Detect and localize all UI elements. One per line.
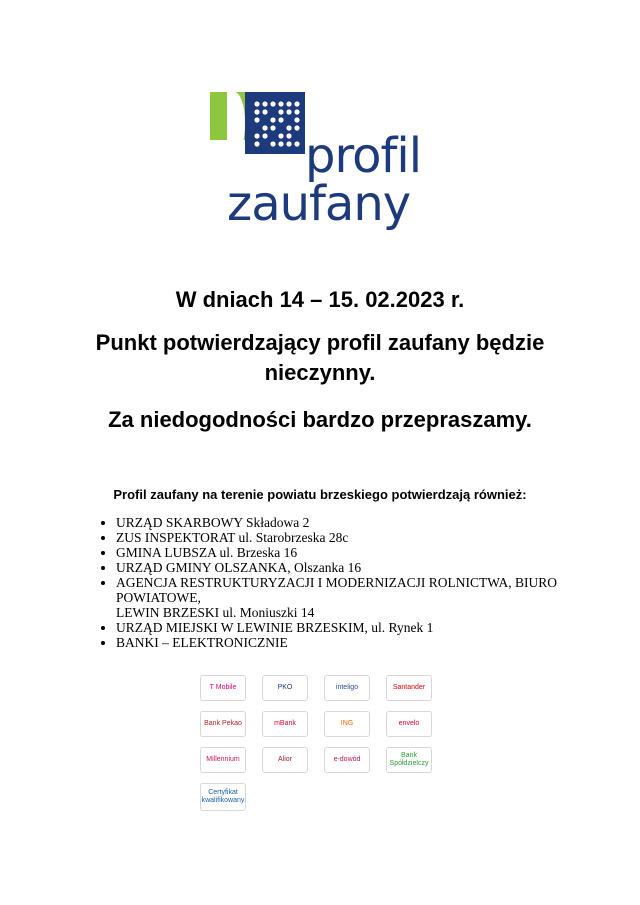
bank-logo-label: envelo: [398, 720, 420, 727]
bank-logos-grid: [200, 675, 450, 815]
profil-zaufany-logo: [205, 80, 445, 250]
bank-logo-label: mBank: [274, 720, 296, 727]
logo-word-zaufany: zaufany: [227, 176, 411, 232]
bank-logo-label: Bank Spółdzielczy: [389, 752, 429, 767]
bank-logo-label: inteligo: [335, 684, 359, 691]
list-item: • AGENCJA RESTRUKTURYZACJI I MODERNIZACJI ROLNICTWA, BIURO POWIATOWE, LEWIN BRZESKI ul. Moniuszki 14: [116, 575, 586, 620]
closure-notice-heading: Punkt potwierdzający profil zaufany będzie nieczynny.: [95, 330, 545, 385]
bank-tile-inteligo: [324, 675, 370, 701]
bank-tile-certyfikat: [200, 783, 246, 811]
bank-tile-tmobile: [200, 675, 246, 701]
logo-dot-grid-icon: [253, 100, 301, 148]
alternative-locations-list: [96, 515, 586, 650]
bank-logo-label: ING: [340, 720, 354, 727]
list-item: • URZĄD MIEJSKI W LEWINIE BRZESKIM, ul. Rynek 1: [116, 620, 586, 635]
bank-logo-label: Millennium: [206, 756, 240, 763]
bank-tile-bank-spoldzielczy: [386, 747, 432, 773]
closure-dates-heading: W dniach 14 – 15. 02.2023 r.: [175, 287, 465, 312]
alternatives-subheading: Profil zaufany na terenie powiatu brzeskiego potwierdzają również:: [113, 487, 527, 502]
list-item: • ZUS INSPEKTORAT ul. Starobrzeska 28c: [116, 530, 586, 545]
bank-tile-ing: [324, 711, 370, 737]
bank-logo-label: e-dowód: [333, 756, 361, 763]
bank-tile-alior: [262, 747, 308, 773]
bank-logo-label: Certyfikat kwalifikowany: [201, 789, 245, 804]
bank-logo-label: T Mobile: [209, 684, 237, 691]
bank-logo-label: Bank Pekao: [204, 720, 242, 727]
bank-logo-label: Santander: [392, 684, 426, 691]
list-item: • URZĄD GMINY OLSZANKA, Olszanka 16: [116, 560, 586, 575]
bank-tile-pko: [262, 675, 308, 701]
list-item: • GMINA LUBSZA ul. Brzeska 16: [116, 545, 586, 560]
bank-logo-label: Alior: [277, 756, 292, 763]
apology-heading: Za niedogodności bardzo przepraszamy.: [108, 407, 532, 432]
bank-tile-santander: [386, 675, 432, 701]
bank-tile-pekao: [200, 711, 246, 737]
list-item: • URZĄD SKARBOWY Składowa 2: [116, 515, 586, 530]
logo-word-profil: profil: [305, 128, 422, 184]
bank-tile-mbank: [262, 711, 308, 737]
bank-logo-label: PKO: [277, 684, 293, 691]
bank-tile-envelo: [386, 711, 432, 737]
bank-tile-edowod: [324, 747, 370, 773]
bank-tile-millennium: [200, 747, 246, 773]
list-item: • BANKI – ELEKTRONICZNIE: [116, 635, 586, 650]
